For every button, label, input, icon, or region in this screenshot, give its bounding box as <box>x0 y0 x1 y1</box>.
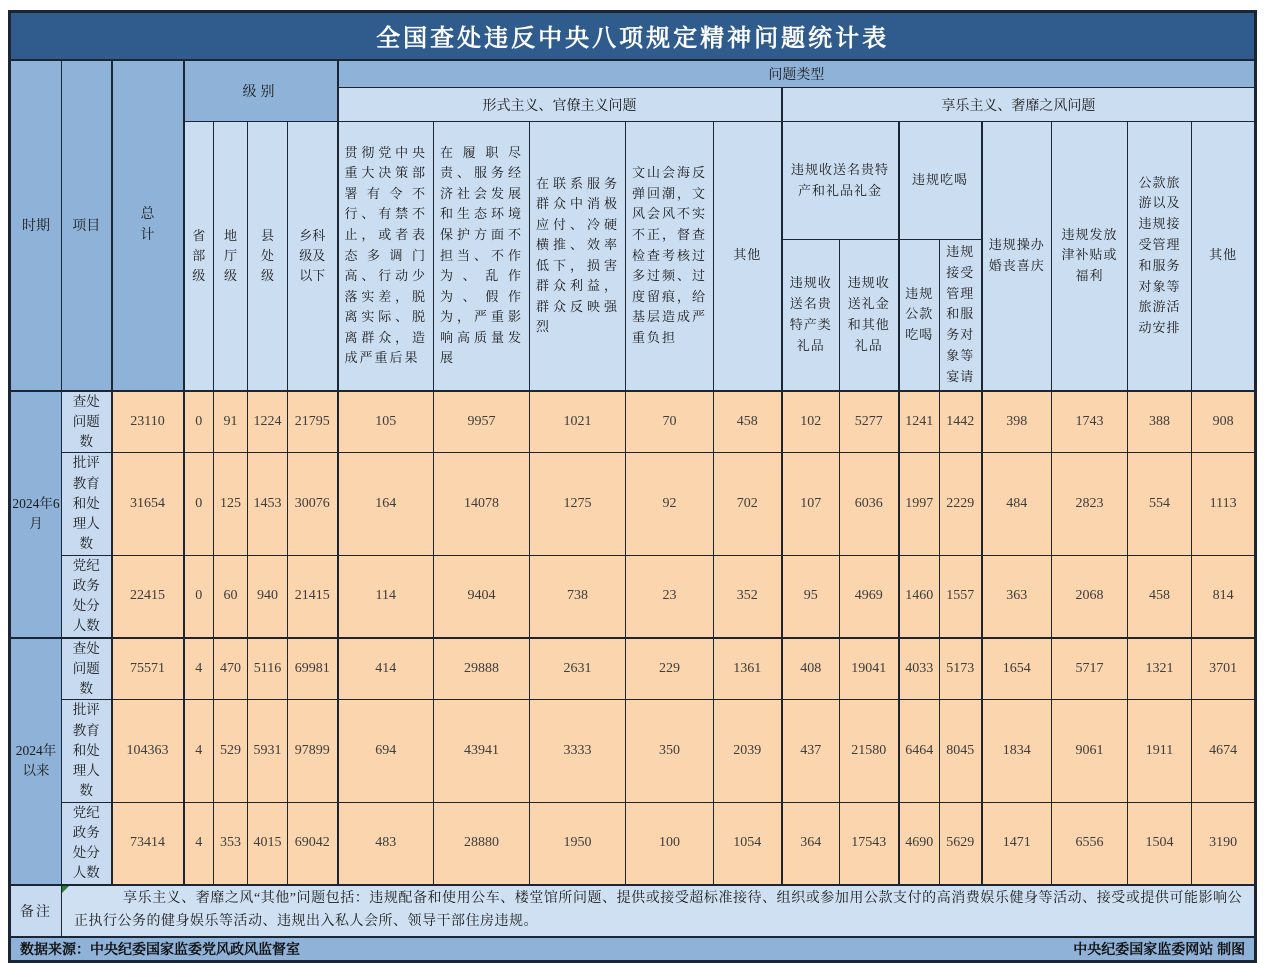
header-total <box>112 60 184 391</box>
value-cell: 352 <box>714 555 782 638</box>
header-weddings-funerals: 违规操办婚丧喜庆 <box>982 122 1052 391</box>
value-cell: 22415 <box>112 555 184 638</box>
value-cell: 353 <box>214 802 248 885</box>
value-cell: 1453 <box>248 453 288 555</box>
value-cell: 5629 <box>940 802 982 885</box>
header-formalism-other: 其他 <box>714 122 782 391</box>
value-cell: 229 <box>626 638 714 700</box>
value-cell: 4015 <box>248 802 288 885</box>
value-cell: 3333 <box>530 700 626 802</box>
value-cell: 6464 <box>899 700 940 802</box>
header-gifts-cash: 违规收送礼金和其他礼品 <box>840 240 899 391</box>
item-cell: 党纪政务处分人数 <box>62 555 112 638</box>
header-formalism-col-3: 在联系服务群众中消极应付、冷硬横推、效率低下，损害群众利益，群众反映强烈 <box>530 122 626 391</box>
cell-corner-marker-icon <box>62 886 69 893</box>
value-cell: 1834 <box>982 700 1052 802</box>
value-cell: 0 <box>184 555 214 638</box>
header-allowances-welfare: 违规发放津补贴或福利 <box>1052 122 1128 391</box>
table-title: 全国查处违反中央八项规定精神问题统计表 <box>10 12 1256 60</box>
value-cell: 4 <box>184 638 214 700</box>
value-cell: 408 <box>782 638 840 700</box>
header-gifts-group: 违规收送名贵特产和礼品礼金 <box>782 122 899 240</box>
value-cell: 0 <box>184 391 214 453</box>
value-cell: 1997 <box>899 453 940 555</box>
value-cell: 1743 <box>1052 391 1128 453</box>
value-cell: 30076 <box>288 453 338 555</box>
value-cell: 23 <box>626 555 714 638</box>
source-row <box>10 937 1256 962</box>
value-cell: 1557 <box>940 555 982 638</box>
value-cell: 4033 <box>899 638 940 700</box>
value-cell: 2823 <box>1052 453 1128 555</box>
value-cell: 2229 <box>940 453 982 555</box>
value-cell: 940 <box>248 555 288 638</box>
value-cell: 102 <box>782 391 840 453</box>
value-cell: 738 <box>530 555 626 638</box>
header-level-group: 级别 <box>184 60 338 122</box>
value-cell: 3701 <box>1192 638 1256 700</box>
item-cell: 批评教育和处理人数 <box>62 453 112 555</box>
value-cell: 350 <box>626 700 714 802</box>
value-cell: 105 <box>338 391 434 453</box>
header-formalism-group: 形式主义、官僚主义问题 <box>338 88 782 122</box>
value-cell: 1224 <box>248 391 288 453</box>
header-level-township: 乡科级及以下 <box>288 122 338 391</box>
value-cell: 1113 <box>1192 453 1256 555</box>
remark-text: 享乐主义、奢靡之风“其他”问题包括：违规配备和使用公车、楼堂馆所问题、提供或接受超标准接待、组织或参加用公款支付的高消费娱乐健身等活动、接受或提供可能影响公正执行公务的健身娱乐等活动、违规出入私人会所、领导干部住房违规。 <box>74 891 1243 929</box>
value-cell: 100 <box>626 802 714 885</box>
header-item: 项目 <box>62 60 112 391</box>
value-cell: 9957 <box>434 391 530 453</box>
value-cell: 5173 <box>940 638 982 700</box>
value-cell: 1471 <box>982 802 1052 885</box>
value-cell: 1275 <box>530 453 626 555</box>
value-cell: 6556 <box>1052 802 1128 885</box>
value-cell: 364 <box>782 802 840 885</box>
value-cell: 21580 <box>840 700 899 802</box>
value-cell: 75571 <box>112 638 184 700</box>
value-cell: 8045 <box>940 700 982 802</box>
value-cell: 43941 <box>434 700 530 802</box>
value-cell: 29888 <box>434 638 530 700</box>
value-cell: 470 <box>214 638 248 700</box>
value-cell: 69042 <box>288 802 338 885</box>
value-cell: 554 <box>1128 453 1192 555</box>
value-cell: 1321 <box>1128 638 1192 700</box>
value-cell: 107 <box>782 453 840 555</box>
value-cell: 4 <box>184 700 214 802</box>
remark-label: 备注 <box>10 885 62 937</box>
value-cell: 4674 <box>1192 700 1256 802</box>
value-cell: 1021 <box>530 391 626 453</box>
header-formalism-col-4: 文山会海反弹回潮，文风会风不实不正，督查检查考核过多过频、过度留痕，给基层造成严重负担 <box>626 122 714 391</box>
value-cell: 458 <box>1128 555 1192 638</box>
value-cell: 6036 <box>840 453 899 555</box>
value-cell: 28880 <box>434 802 530 885</box>
value-cell: 125 <box>214 453 248 555</box>
value-cell: 388 <box>1128 391 1192 453</box>
value-cell: 114 <box>338 555 434 638</box>
value-cell: 4 <box>184 802 214 885</box>
header-level-county: 县处级 <box>248 122 288 391</box>
value-cell: 91 <box>214 391 248 453</box>
value-cell: 17543 <box>840 802 899 885</box>
value-cell: 483 <box>338 802 434 885</box>
value-cell: 414 <box>338 638 434 700</box>
value-cell: 31654 <box>112 453 184 555</box>
value-cell: 5717 <box>1052 638 1128 700</box>
period-cell: 2024年以来 <box>10 638 62 885</box>
statistics-table <box>8 10 1257 963</box>
value-cell: 1241 <box>899 391 940 453</box>
value-cell: 1442 <box>940 391 982 453</box>
value-cell: 1504 <box>1128 802 1192 885</box>
credit-text: 中央纪委国家监委网站 制图 <box>1073 940 1246 957</box>
item-cell: 查处问题数 <box>62 638 112 700</box>
header-level-provincial: 省部级 <box>184 122 214 391</box>
value-cell: 5931 <box>248 700 288 802</box>
value-cell: 694 <box>338 700 434 802</box>
value-cell: 14078 <box>434 453 530 555</box>
item-cell: 批评教育和处理人数 <box>62 700 112 802</box>
value-cell: 1950 <box>530 802 626 885</box>
value-cell: 97899 <box>288 700 338 802</box>
header-dining-public-funds: 违规公款吃喝 <box>899 240 940 391</box>
header-dining-banquets: 违规接受管理和服务对象等宴请 <box>940 240 982 391</box>
value-cell: 19041 <box>840 638 899 700</box>
value-cell: 1654 <box>982 638 1052 700</box>
value-cell: 92 <box>626 453 714 555</box>
value-cell: 529 <box>214 700 248 802</box>
value-cell: 164 <box>338 453 434 555</box>
value-cell: 702 <box>714 453 782 555</box>
value-cell: 458 <box>714 391 782 453</box>
header-dining-group: 违规吃喝 <box>899 122 982 240</box>
value-cell: 437 <box>782 700 840 802</box>
period-cell: 2024年6月 <box>10 391 62 638</box>
header-total-label: 总计 <box>140 207 155 244</box>
header-hedonism-other: 其他 <box>1192 122 1256 391</box>
value-cell: 1361 <box>714 638 782 700</box>
item-cell: 党纪政务处分人数 <box>62 802 112 885</box>
header-gifts-specialty: 违规收送名贵特产类礼品 <box>782 240 840 391</box>
value-cell: 5277 <box>840 391 899 453</box>
value-cell: 4690 <box>899 802 940 885</box>
value-cell: 908 <box>1192 391 1256 453</box>
header-period: 时期 <box>10 60 62 391</box>
value-cell: 3190 <box>1192 802 1256 885</box>
value-cell: 95 <box>782 555 840 638</box>
value-cell: 60 <box>214 555 248 638</box>
remark-cell <box>62 885 1256 937</box>
header-level-prefecture: 地厅级 <box>214 122 248 391</box>
value-cell: 0 <box>184 453 214 555</box>
value-cell: 2068 <box>1052 555 1128 638</box>
header-formalism-col-2: 在履职尽责、服务经济社会发展和生态环境保护方面不担当、不作为、乱作为、假作为，严重影响高质量发展 <box>434 122 530 391</box>
value-cell: 9061 <box>1052 700 1128 802</box>
value-cell: 23110 <box>112 391 184 453</box>
header-hedonism-group: 享乐主义、奢靡之风问题 <box>782 88 1256 122</box>
value-cell: 69981 <box>288 638 338 700</box>
header-public-funded-travel: 公款旅游以及违规接受管理和服务对象等旅游活动安排 <box>1128 122 1192 391</box>
value-cell: 5116 <box>248 638 288 700</box>
value-cell: 484 <box>982 453 1052 555</box>
value-cell: 21795 <box>288 391 338 453</box>
item-cell: 查处问题数 <box>62 391 112 453</box>
data-source-text: 数据来源：中央纪委国家监委党风政风监督室 <box>20 940 300 957</box>
value-cell: 104363 <box>112 700 184 802</box>
value-cell: 4969 <box>840 555 899 638</box>
header-formalism-col-1: 贯彻党中央重大决策部署有令不行、有禁不止，或者表态多调门高、行动少落实差，脱离实际、脱离群众，造成严重后果 <box>338 122 434 391</box>
value-cell: 398 <box>982 391 1052 453</box>
value-cell: 73414 <box>112 802 184 885</box>
value-cell: 2631 <box>530 638 626 700</box>
value-cell: 1054 <box>714 802 782 885</box>
value-cell: 21415 <box>288 555 338 638</box>
value-cell: 70 <box>626 391 714 453</box>
value-cell: 1460 <box>899 555 940 638</box>
header-problem-type: 问题类型 <box>338 60 1256 88</box>
value-cell: 814 <box>1192 555 1256 638</box>
value-cell: 363 <box>982 555 1052 638</box>
value-cell: 2039 <box>714 700 782 802</box>
value-cell: 1911 <box>1128 700 1192 802</box>
value-cell: 9404 <box>434 555 530 638</box>
